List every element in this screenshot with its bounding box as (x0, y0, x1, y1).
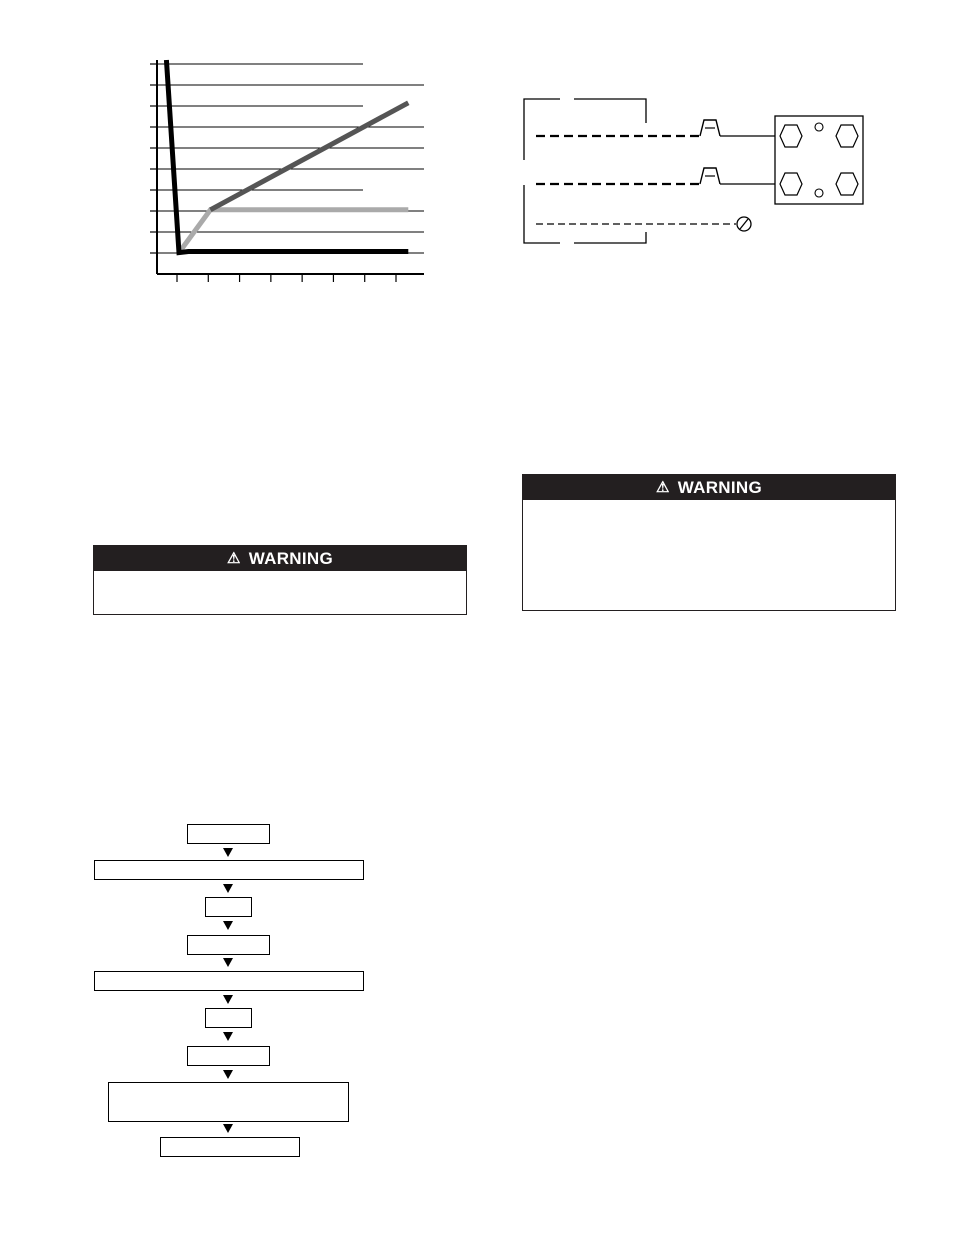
warning-header (523, 475, 895, 500)
wiring-diagram (0, 0, 954, 300)
flow-step-8 (108, 1082, 349, 1122)
warning-box-right (522, 474, 896, 611)
flow-step-3 (205, 897, 252, 917)
flow-step-5 (94, 971, 364, 991)
warning-triangle-icon: ⚠ (655, 479, 670, 496)
flow-arrow-icon (223, 921, 233, 930)
flow-step-7 (187, 1046, 270, 1066)
flow-arrow-icon (223, 958, 233, 967)
flow-step-6 (205, 1008, 252, 1028)
mounting-hole-icon (815, 123, 823, 131)
connector-1-icon (700, 120, 720, 136)
terminal-hex-icon (836, 125, 858, 147)
warning-box-left (93, 545, 467, 615)
flow-arrow-icon (223, 1124, 233, 1133)
flow-arrow-icon (223, 1070, 233, 1079)
warning-triangle-icon: ⚠ (226, 550, 241, 567)
flow-arrow-icon (223, 848, 233, 857)
flow-step-4 (187, 935, 270, 955)
flow-step-2 (94, 860, 364, 880)
flow-arrow-icon (223, 1032, 233, 1041)
flow-arrow-icon (223, 884, 233, 893)
flow-step-9 (160, 1137, 300, 1157)
terminal-hex-icon (836, 173, 858, 195)
warning-heading: WARNING (248, 549, 333, 568)
terminal-hex-icon (780, 125, 802, 147)
terminal-hex-icon (780, 173, 802, 195)
mounting-hole-icon (815, 189, 823, 197)
ground-screw-icon (737, 217, 751, 231)
warning-heading: WARNING (677, 478, 762, 497)
enclosure-bracket (524, 99, 646, 160)
connector-2-icon (700, 168, 720, 184)
flow-arrow-icon (223, 995, 233, 1004)
terminal-block (775, 116, 863, 204)
flow-step-1 (187, 824, 270, 844)
warning-header (94, 546, 466, 571)
